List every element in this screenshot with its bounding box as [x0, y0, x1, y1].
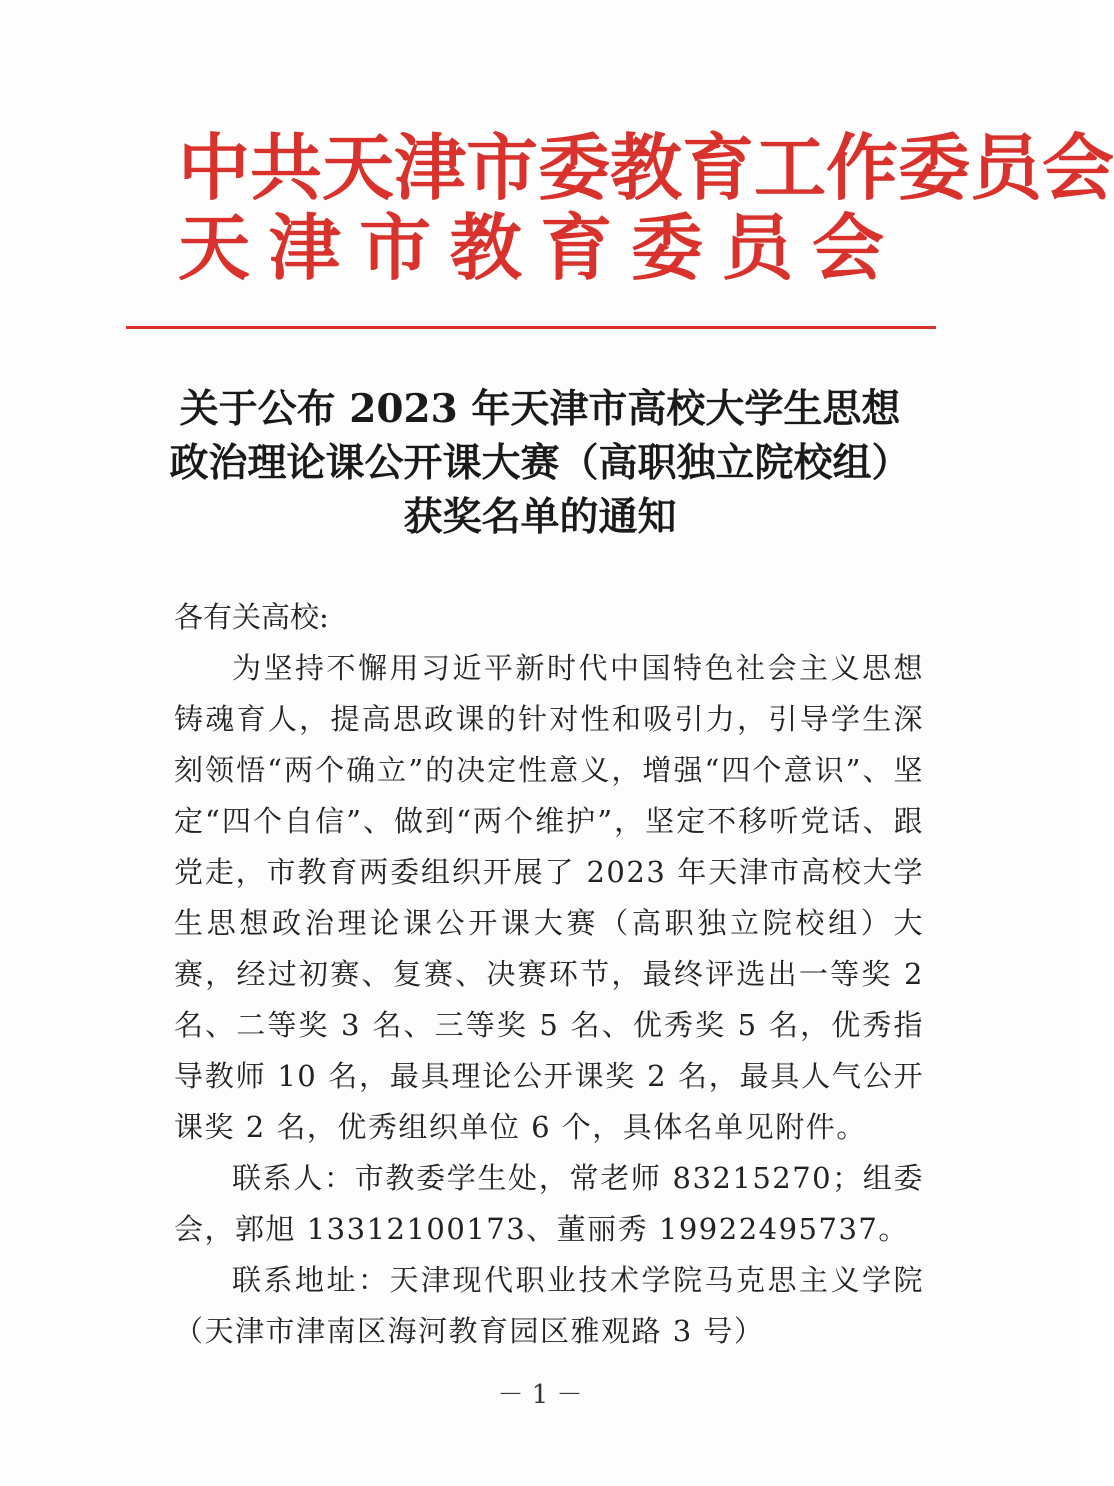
title-line-2: 政治理论课公开课大赛（高职独立院校组） — [169, 440, 911, 486]
contact-paragraph: 联系人：市教委学生处，常老师 83215270；组委会，郭旭 13312100173、董丽秀 19922495737。 — [174, 1161, 924, 1246]
salutation: 各有关高校: — [174, 600, 329, 634]
document-title — [126, 382, 954, 544]
page-number: － 1 － — [497, 1380, 583, 1410]
title-line-3: 获奖名单的通知 — [403, 494, 677, 540]
issuer-name-line-1: 中共天津市委教育工作委员会 — [178, 125, 1114, 210]
red-divider-line — [126, 326, 936, 329]
title-line-1: 关于公布 2023 年天津市高校大学生思想 — [179, 386, 901, 432]
issuer-name-line-2: 天津市教育委员会 — [178, 205, 884, 290]
address-paragraph: 联系地址：天津现代职业技术学院马克思主义学院（天津市津南区海河教育园区雅观路 3 号） — [174, 1263, 924, 1348]
document-body — [174, 592, 924, 1357]
main-paragraph: 为坚持不懈用习近平新时代中国特色社会主义思想铸魂育人，提高思政课的针对性和吸引力，引导学生深刻领悟“两个确立”的决定性意义，增强“四个意识”、坚定“四个自信”、做到“两个维护”，坚定不移听党话、跟党走，市教育两委组织开展了 2023 年天津市高校大学生思想政治理论课公开课大赛（高职独立院校组）大赛，经过初赛、复赛、决赛环节，最终评选出一等奖 2 名、二等奖 3 名、三等奖 5 名、优秀奖 5 名，优秀指导教师 10 名，最具理论公开课奖 2 名，最具人气公开课奖 2 名，优秀组织单位 6 个，具体名单见附件。 — [174, 651, 924, 1144]
